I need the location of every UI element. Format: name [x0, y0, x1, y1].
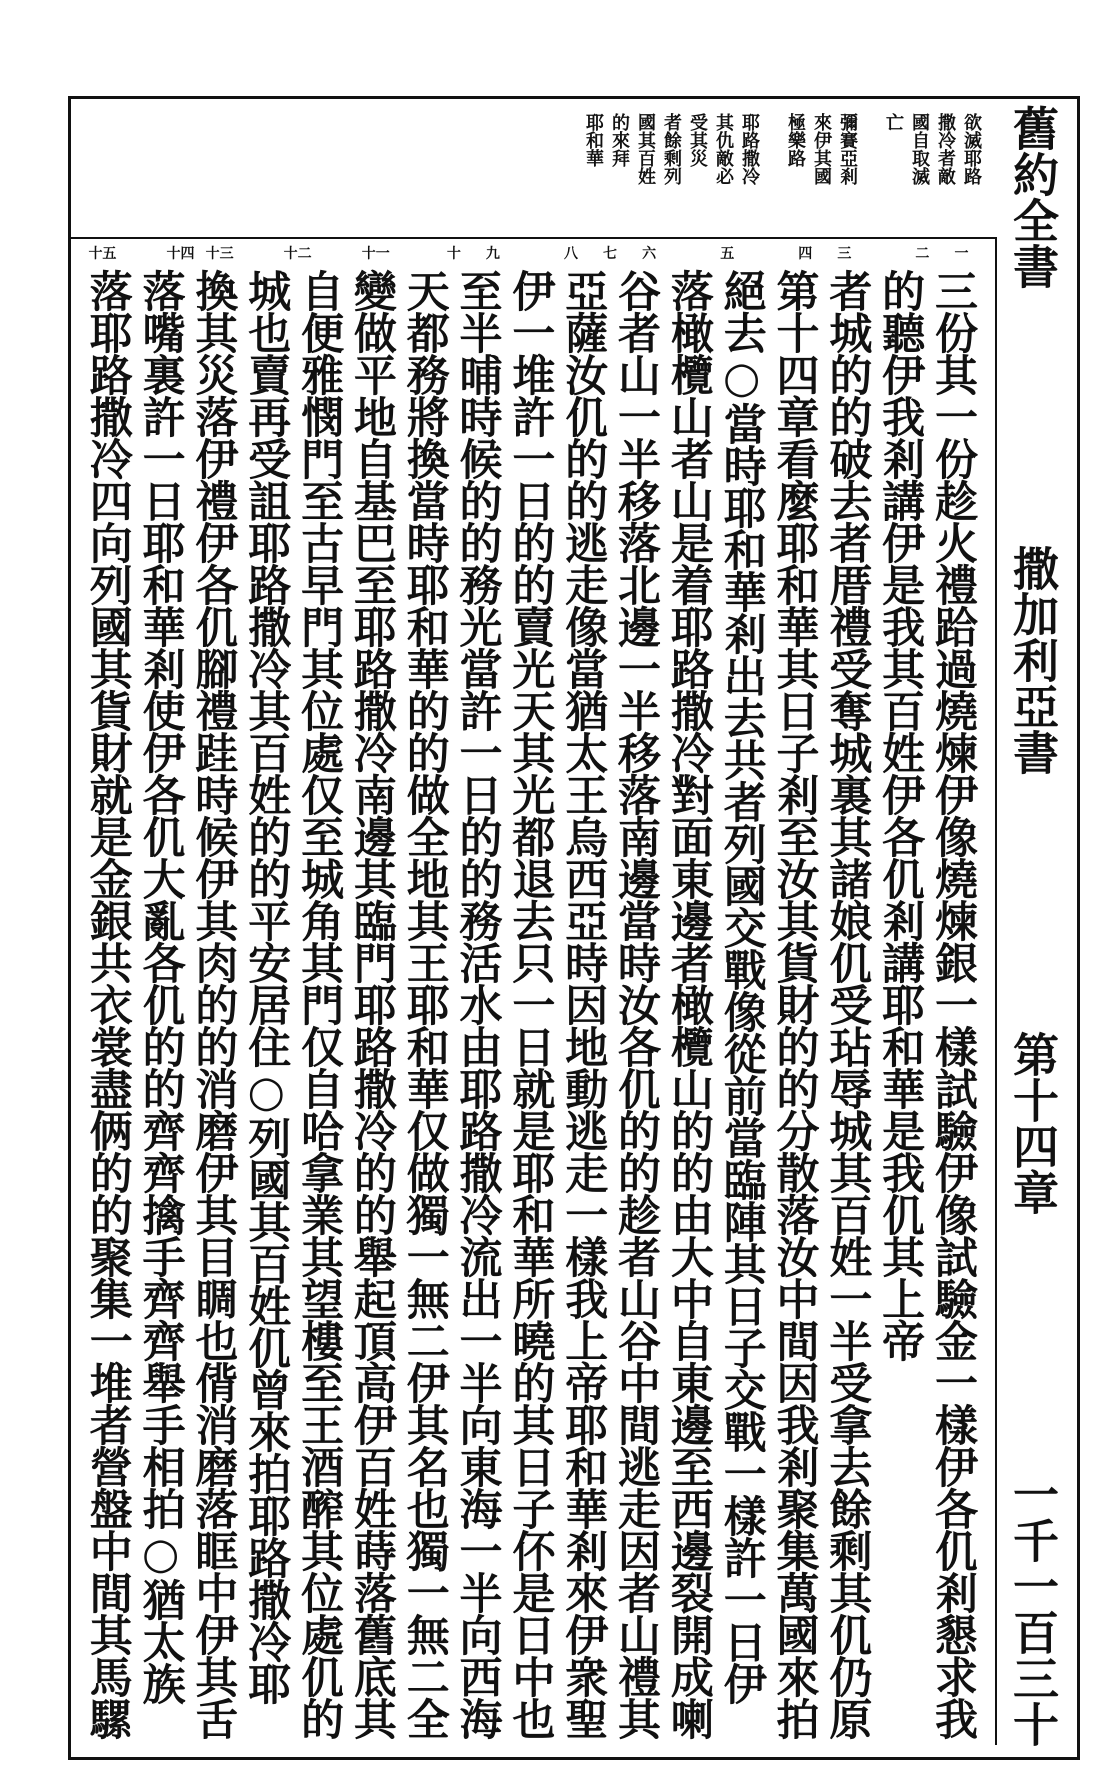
- verse-number: 十二: [283, 246, 312, 262]
- book-name: 撒加利亞書: [1006, 545, 1060, 775]
- margin-note-line: 國自取滅: [909, 113, 930, 185]
- margin-note-line: 耶路撒冷: [739, 113, 760, 185]
- notes-divider: [71, 237, 997, 239]
- margin-note-line: 受其災: [687, 113, 708, 167]
- margin-note-line: 的來拜: [609, 113, 630, 167]
- verse-number: 十四: [166, 246, 195, 262]
- verse-number: 一: [954, 246, 969, 262]
- text-column: 換其災落伊禮伊各仉腳禮跬時候伊其肉的的消磨伊其目睭也偝消磨落眶中伊其舌: [188, 269, 239, 1739]
- text-column: 落橄欖山者山是着耶路撒冷對面東邊者橄欖山的的由大中自東邊至西邊裂開成喇: [664, 269, 714, 1739]
- margin-note-line: 來伊其國: [811, 113, 832, 185]
- text-column: 城也賣再受詛耶路撒冷其百姓的的平安居住○列國其百姓仉曾來拍耶路撒冷耶: [241, 269, 292, 1704]
- note-spacer: [765, 113, 779, 231]
- verse-number: 三: [837, 246, 852, 262]
- verse-number: 四: [798, 246, 813, 262]
- margin-note-line: 欲滅耶路: [961, 113, 982, 185]
- verse-number: [239, 243, 278, 265]
- margin-note-line: 其仇敵必: [713, 113, 734, 185]
- text-column: 谷者山一半移落北邊一半移落南邊當時汝各仉的的趁者山谷中間逃走因者山禮其: [611, 269, 662, 1739]
- margin-note-line: 亡: [883, 113, 904, 131]
- text-column: 亞薩汝仉的的逃走像當猶太王烏西亞時因地動逃走一樣我上帝耶和華剎來伊衆聖: [558, 269, 609, 1739]
- verse-number: [512, 243, 551, 265]
- verse-number: 六: [642, 246, 657, 262]
- text-body: [83, 269, 981, 1745]
- verse-number: 十三: [205, 246, 234, 262]
- verse-number: 十一: [361, 246, 390, 262]
- verse-number: 二: [915, 246, 930, 262]
- margin-note-line: 極樂路: [785, 113, 806, 167]
- page-frame: [68, 96, 1080, 1760]
- text-column: 三份其一份趁火禮跲過燒煉伊像燒煉銀一樣試驗伊像試驗金一樣伊各仉剎懇求我: [928, 269, 978, 1739]
- verse-number: [317, 243, 356, 265]
- text-column: 落嘴裏許一日耶和華剎使伊各仉大亂各仉的的齊齊擒手齊齊舉手相拍○猶太族: [135, 269, 186, 1704]
- margin-note-line: 國其百姓: [635, 113, 656, 185]
- text-column: 天都務將換當時耶和華的的做全地其王耶和華仅做獨一無二伊其名也獨一無二全: [399, 269, 450, 1739]
- verse-number: [395, 243, 434, 265]
- verse-number-row: [83, 243, 981, 265]
- verse-number: [122, 243, 161, 265]
- text-column: 變做平地自基巴至耶路撒冷南邊其臨門耶路撒冷的的舉起頂高伊百姓蒔落舊底其: [347, 269, 397, 1739]
- margin-note-line: 彌賽亞剎: [837, 113, 858, 185]
- margin-note-line: 耶和華: [583, 113, 604, 167]
- page-number: 一千一百三十: [1006, 1471, 1060, 1747]
- running-header: [1005, 105, 1061, 1747]
- text-column: 的聽伊我剎講伊是我其百姓伊各仉剎講耶和華是我仉其上帝: [875, 269, 926, 1361]
- text-column: 自便雅憫門至古早門其位處仅至城角其門仅自哈拿業其望樓至王酒醡其位處仉的: [294, 269, 345, 1739]
- verse-number: 九: [485, 246, 500, 262]
- text-column: 者城的的破去者厝禮受奪城裏其諸娘仉受玷辱城其百姓一半受拿去餘剩其仉仍原: [822, 269, 873, 1739]
- text-column: 伊一堆許一日的的賣光天其光都退去只一日就是耶和華所曉的其日子伓是日中也: [505, 269, 556, 1739]
- text-column: 絕去○當時耶和華剎出去共者列國交戰像從前當臨陣其日子交戰一樣許一日伊: [716, 269, 767, 1704]
- verse-number: 十五: [88, 246, 117, 262]
- text-column: 落耶路撒冷四向列國其貨財就是金銀共衣裳盡俩的的聚集一堆者營盤中間其馬騾: [82, 269, 133, 1739]
- header-divider: [995, 239, 997, 1745]
- verse-number: [669, 243, 708, 265]
- book-title: 舊約全書: [1006, 105, 1060, 289]
- verse-number: [864, 243, 903, 265]
- verse-number: 五: [720, 246, 735, 262]
- margin-notes: [87, 113, 981, 231]
- verse-number: 十: [446, 246, 461, 262]
- chapter-title: 第十四章: [1006, 1031, 1060, 1215]
- text-column: 第十四章看麼耶和華其日子剎至汝其貨財的的分散落汝中間因我剎聚集萬國來拍: [769, 269, 820, 1739]
- verse-number: [747, 243, 786, 265]
- note-spacer: [863, 113, 877, 231]
- verse-number: 七: [603, 246, 618, 262]
- text-column: 至半晡時候的的務光當許一日的的務活水由耶路撒冷流出一半向東海一半向西海: [452, 269, 503, 1739]
- verse-number: 八: [564, 246, 578, 262]
- margin-note-line: 者餘剩列: [661, 113, 682, 185]
- margin-note-line: 撒冷者敵: [935, 113, 956, 185]
